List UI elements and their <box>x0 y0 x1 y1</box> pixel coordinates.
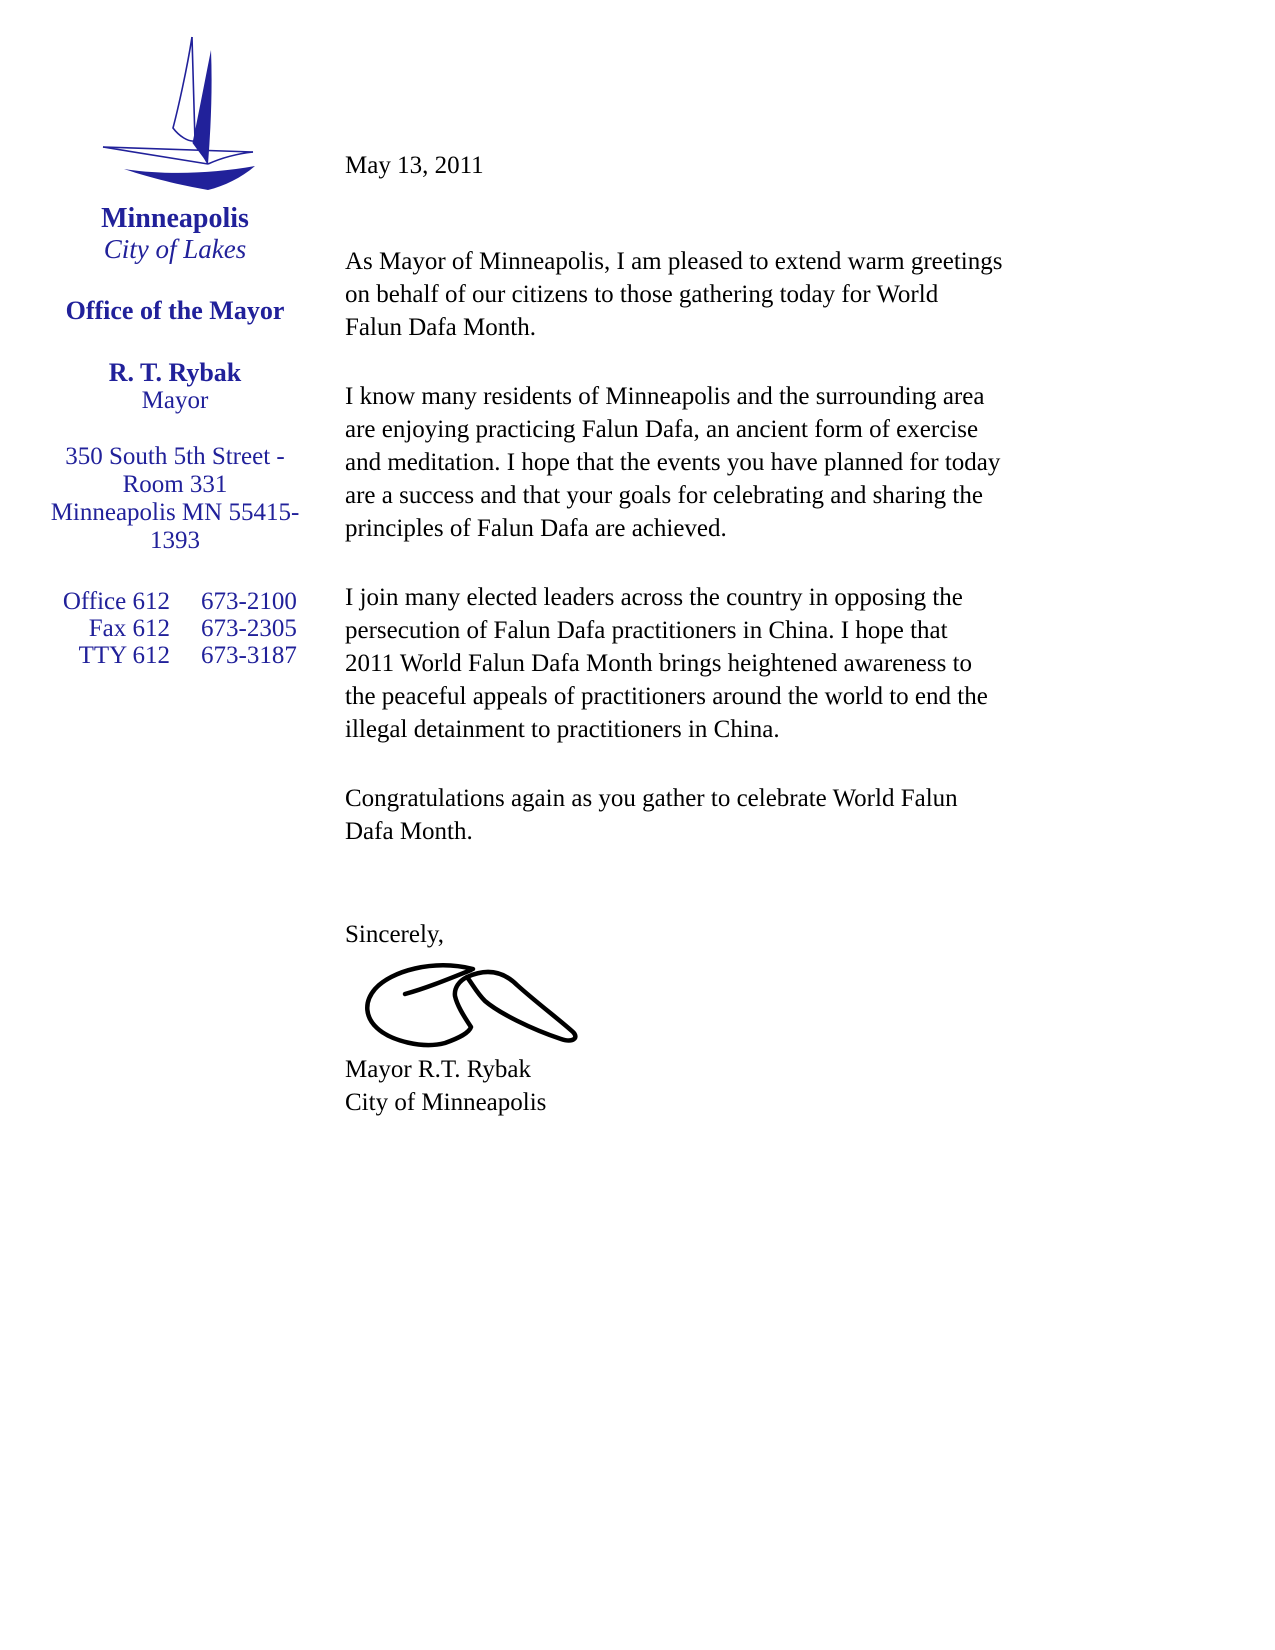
signature-image <box>365 961 579 1053</box>
phone-label: TTY 612 <box>78 642 170 669</box>
text-line: Minneapolis MN 55415- <box>50 499 300 526</box>
signer-name: Mayor R.T. Rybak <box>345 1056 532 1083</box>
letter-body <box>345 149 1155 1119</box>
phone-list <box>40 588 310 669</box>
text-line: principles of Falun Dafa are achieved. <box>345 515 727 542</box>
mayor-name: R. T. Rybak <box>108 358 242 387</box>
paragraph-residents <box>345 380 1155 545</box>
minneapolis-sailboat-logo-icon <box>85 25 265 190</box>
office-address <box>40 443 310 555</box>
text-line: I know many residents of Minneapolis and the surrounding area <box>345 383 985 410</box>
text-line: persecution of Falun Dafa practitioners in China. I hope that <box>345 617 948 644</box>
text-line: are enjoying practicing Falun Dafa, an ancient form of exercise <box>345 416 979 443</box>
text-line: 2011 World Falun Dafa Month brings heightened awareness to <box>345 650 973 677</box>
text-line: Dafa Month. <box>345 818 473 845</box>
text-line: As Mayor of Minneapolis, I am pleased to extend warm greetings <box>345 248 1003 275</box>
phone-label: Fax 612 <box>88 615 170 642</box>
paragraph-greeting <box>345 245 1155 344</box>
text-line: are a success and that your goals for celebrating and sharing the <box>345 482 983 509</box>
text-line: illegal detainment to practitioners in China. <box>345 716 780 743</box>
text-line: Congratulations again as you gather to celebrate World Falun <box>345 785 958 812</box>
text-line: on behalf of our citizens to those gathering today for World <box>345 281 939 308</box>
text-line: Falun Dafa Month. <box>345 314 536 341</box>
signer-organization: City of Minneapolis <box>345 1089 547 1116</box>
text-line: and meditation. I hope that the events you have planned for today <box>345 449 1001 476</box>
closing-salutation: Sincerely, <box>345 921 445 948</box>
text-line: the peaceful appeals of practitioners around the world to end the <box>345 683 988 710</box>
phone-row-tty <box>40 642 310 669</box>
phone-number: 673-2305 <box>201 615 297 642</box>
letter-date: May 13, 2011 <box>345 152 484 179</box>
phone-number: 673-3187 <box>201 642 297 669</box>
text-line: 1393 <box>150 527 200 554</box>
phone-row-fax <box>40 615 310 642</box>
phone-number: 673-2100 <box>201 588 297 615</box>
city-name: Minneapolis <box>101 203 249 234</box>
text-line: 350 South 5th Street - <box>65 443 285 470</box>
mayor-title: Mayor <box>141 387 209 414</box>
phone-label: Office 612 <box>62 588 170 615</box>
letterhead-sidebar <box>40 25 310 669</box>
text-line: I join many elected leaders across the country in opposing the <box>345 584 963 611</box>
paragraph-congratulations <box>345 782 1155 848</box>
paragraph-opposition <box>345 581 1155 746</box>
office-title: Office of the Mayor <box>65 296 285 325</box>
city-tagline: City of Lakes <box>103 234 247 264</box>
phone-row-office <box>40 588 310 615</box>
text-line: Room 331 <box>122 471 228 498</box>
